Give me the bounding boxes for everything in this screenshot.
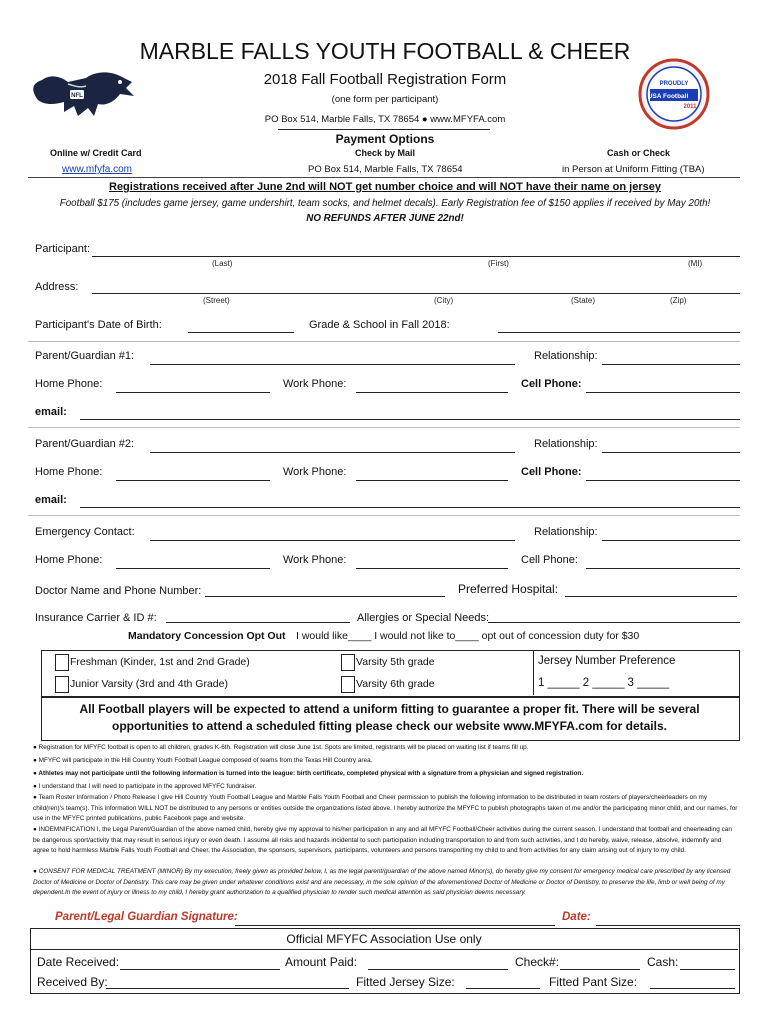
freshman-checkbox[interactable] <box>55 654 69 671</box>
payment-check-head: Check by Mail <box>354 148 416 158</box>
participant-first-sublabel: (First) <box>488 259 509 268</box>
guardian1-cell-label: Cell Phone: <box>521 378 582 390</box>
guardian2-home-field[interactable] <box>116 480 270 481</box>
fine-print-eligibility: ● Athletes may not participate until the following information is turned into the league: birth certificate, completed physical with a signature from a physician and signed registration. <box>33 770 584 777</box>
check-number-field[interactable] <box>560 969 640 970</box>
freshman-label: Freshman (Kinder, 1st and 2nd Grade) <box>70 656 250 668</box>
address-field[interactable] <box>92 293 740 294</box>
guardian2-relationship-label: Relationship: <box>534 438 598 450</box>
emergency-relationship-label: Relationship: <box>534 526 598 538</box>
badge-year: 2011 <box>683 104 697 110</box>
amount-paid-label: Amount Paid: <box>285 955 358 969</box>
guardian2-label: Parent/Guardian #2: <box>35 438 135 450</box>
address-line: PO Box 514, Marble Falls, TX 78654 ● www.MFYFA.com <box>264 114 506 125</box>
guardian1-name-field[interactable] <box>150 364 515 365</box>
participant-mi-sublabel: (MI) <box>688 259 703 268</box>
office-title-rule <box>30 949 738 950</box>
address-city-sublabel: (City) <box>434 296 454 305</box>
payment-cash-detail: in Person at Uniform Fitting (TBA) <box>562 164 705 175</box>
guardian1-relationship-field[interactable] <box>602 364 740 365</box>
divider <box>28 427 740 428</box>
participant-last-sublabel: (Last) <box>212 259 233 268</box>
divider <box>28 341 740 342</box>
date-received-field[interactable] <box>120 969 280 970</box>
guardian2-email-field[interactable] <box>80 507 740 508</box>
doctor-field[interactable] <box>205 596 445 597</box>
guardian2-home-label: Home Phone: <box>35 466 103 478</box>
amount-paid-field[interactable] <box>368 969 508 970</box>
emergency-work-label: Work Phone: <box>283 554 347 566</box>
dob-field[interactable] <box>188 332 294 333</box>
guardian1-email-field[interactable] <box>80 419 740 420</box>
deadline-notice: Registrations received after June 2nd will NOT get number choice and will NOT have their name on jersey <box>109 181 661 193</box>
address-state-sublabel: (State) <box>571 296 596 305</box>
emergency-cell-label: Cell Phone: <box>521 554 578 566</box>
hospital-field[interactable] <box>565 596 737 597</box>
guardian2-relationship-field[interactable] <box>602 452 740 453</box>
payment-divider <box>28 177 740 178</box>
varsity5-checkbox[interactable] <box>341 654 355 671</box>
payment-check-detail: PO Box 514, Marble Falls, TX 78654 <box>308 164 463 175</box>
emergency-cell-field[interactable] <box>586 568 740 569</box>
jersey-pref-field[interactable]: 1 _____ 2 _____ 3 _____ <box>538 677 670 689</box>
fine-print-fundraiser: ● I understand that I will need to participate in the approved MFYFC fundraiser. <box>33 783 257 790</box>
guardian2-work-field[interactable] <box>356 480 508 481</box>
guardian1-work-field[interactable] <box>356 392 508 393</box>
fine-print-medical-consent: ● CONSENT FOR MEDICAL TREATMENT (MINOR) By my execution, freely given as provided below, I, as the legal parent/guardian of the above named Minor(s), do hereby give my consent for emergency medical care prescribed by any licensed Doctor of Medicine or Doctor of Dentistry. This care may be given under whatever conditions exist and are necessary, in the sole opinion of the aforementioned Doctor of Medicine or Doctor of Dentistry, to preserve the life, limb or well being of my dependent.In the event of injury or illness to my child, I hereby grant authorization to a qualified physician to render such medical attention as said physician deems necessary. <box>33 868 731 896</box>
participant-name-field[interactable] <box>92 256 740 257</box>
pant-size-field[interactable] <box>650 988 735 989</box>
guardian2-work-label: Work Phone: <box>283 466 347 478</box>
concession-optout[interactable]: I would like____ I would not like to____ opt out of concession duty for $30 <box>296 630 640 642</box>
form-subtitle: 2018 Fall Football Registration Form <box>263 71 507 88</box>
date-received-label: Date Received: <box>37 955 120 969</box>
payment-website-link[interactable]: www.mfyfa.com <box>62 164 133 175</box>
allergies-label: Allergies or Special Needs: <box>357 612 490 624</box>
emergency-work-field[interactable] <box>356 568 508 569</box>
jv-label: Junior Varsity (3rd and 4th Grade) <box>70 678 228 690</box>
fine-print-league: ● MFYFC will participate in the Hill Country Youth Football League composed of teams from the Texas Hill Country area. <box>33 757 373 764</box>
emergency-home-label: Home Phone: <box>35 554 103 566</box>
office-use-title: Official MFYFC Association Use only <box>286 932 482 946</box>
guardian2-cell-label: Cell Phone: <box>521 466 582 478</box>
guardian1-cell-field[interactable] <box>586 392 740 393</box>
guardian-signature-label: Parent/Legal Guardian Signature: <box>55 911 238 923</box>
address-street-sublabel: (Street) <box>203 296 230 305</box>
division-col-divider <box>533 650 534 695</box>
cash-label: Cash: <box>647 955 679 969</box>
form-note: (one form per participant) <box>331 94 439 105</box>
emergency-label: Emergency Contact: <box>35 526 135 538</box>
payment-cash-head: Cash or Check <box>607 148 671 158</box>
cash-field[interactable] <box>680 969 735 970</box>
guardian1-relationship-label: Relationship: <box>534 350 598 362</box>
hospital-label: Preferred Hospital: <box>458 582 559 596</box>
guardian-signature-field[interactable] <box>235 925 555 926</box>
fee-notice: Football $175 (includes game jersey, game undershirt, team socks, and helmet decals). Early Registration fee of $150 applies if received by May 20th! <box>59 198 711 209</box>
guardian2-name-field[interactable] <box>150 452 515 453</box>
payment-title: Payment Options <box>335 132 435 146</box>
fine-print-indemnification: ● INDEMNIFICATION I, the Legal Parent/Guardian of the above named child, hereby give my approval to his/her participation in any and all MFYFC Football/Cheer activities during the current season. I understand that football and cheerleading can be dangerous sport/activity that may result in serious injury or even death. I assume all risks and hazards incidental to such participation including transportation to and from such activities, and I do hereby, waive, release, absolve, indemnify and agree to hold harmless Marble Falls Youth Football and Cheer, the Association, the sponsors, supervisors, participants, volunteers and persons transporting my child to and from activities for any claim arising out of injury to my child. <box>33 826 732 854</box>
payment-online-head: Online w/ Credit Card <box>50 148 142 158</box>
grade-school-label: Grade & School in Fall 2018: <box>309 319 450 331</box>
badge-usa: USA Football <box>647 93 689 100</box>
received-by-field[interactable] <box>106 988 349 989</box>
guardian1-email-label: email: <box>35 406 67 418</box>
guardian1-work-label: Work Phone: <box>283 378 347 390</box>
address-underline <box>278 129 490 130</box>
address-label: Address: <box>35 281 79 293</box>
svg-text:NFL: NFL <box>71 93 83 99</box>
badge-proudly: PROUDLY <box>659 81 689 87</box>
pant-size-label: Fitted Pant Size: <box>549 975 638 989</box>
jv-checkbox[interactable] <box>55 676 69 693</box>
participant-label: Participant: <box>35 243 91 255</box>
signature-date-field[interactable] <box>596 925 740 926</box>
doctor-label: Doctor Name and Phone Number: <box>35 585 202 597</box>
page-title: MARBLE FALLS YOUTH FOOTBALL & CHEER <box>139 38 631 64</box>
guardian1-home-field[interactable] <box>116 392 270 393</box>
refund-notice: NO REFUNDS AFTER JUNE 22nd! <box>306 213 464 224</box>
fine-print-photo-release: ● Team Roster Information / Photo Release I give Hill Country Youth Football League and Marble Falls Youth Football and Cheer permission to publish the following information to be distributed in team rosters of players/cheerleaders on my child(ren)'s team(s). This information WILL NOT be distributed to any persons or entities outside the organizations listed above. I hereby authorize the MFYFC to publish photographs taken of me and/or the participating minor child, and our names, for use in the MFYFC printed publications, public Facebook page and website. <box>33 794 738 822</box>
jersey-pref-title: Jersey Number Preference <box>538 655 676 667</box>
varsity6-label: Varsity 6th grade <box>356 678 435 690</box>
varsity6-checkbox[interactable] <box>341 676 355 693</box>
signature-date-label: Date: <box>562 911 591 923</box>
dob-label: Participant's Date of Birth: <box>35 319 162 331</box>
concession-label: Mandatory Concession Opt Out <box>128 630 286 642</box>
fitting-notice: All Football players will be expected to attend a uniform fitting to guarantee a proper fit. There will be several opportunities to attend a scheduled fitting please check our website www.MFYFA.com for details. <box>79 702 700 733</box>
check-number-label: Check#: <box>515 955 560 969</box>
jersey-size-label: Fitted Jersey Size: <box>356 975 455 989</box>
emergency-name-field[interactable] <box>150 540 515 541</box>
insurance-label: Insurance Carrier & ID #: <box>35 612 157 624</box>
varsity5-label: Varsity 5th grade <box>356 656 435 668</box>
emergency-home-field[interactable] <box>116 568 270 569</box>
emergency-relationship-field[interactable] <box>602 540 740 541</box>
guardian2-email-label: email: <box>35 494 67 506</box>
received-by-label: Received By: <box>37 975 108 989</box>
insurance-field[interactable] <box>166 622 350 623</box>
guardian2-cell-field[interactable] <box>586 480 740 481</box>
fine-print-registration: ● Registration for MFYFC football is open to all children, grades K-6th. Registration will close June 1st. Spots are limited, registrants will be placed on waiting list if teams fill up. <box>33 744 529 751</box>
address-zip-sublabel: (Zip) <box>670 296 687 305</box>
grade-school-field[interactable] <box>498 332 740 333</box>
guardian1-label: Parent/Guardian #1: <box>35 350 135 362</box>
jersey-size-field[interactable] <box>466 988 540 989</box>
divider <box>28 515 740 516</box>
allergies-field[interactable] <box>488 622 740 623</box>
guardian1-home-label: Home Phone: <box>35 378 103 390</box>
